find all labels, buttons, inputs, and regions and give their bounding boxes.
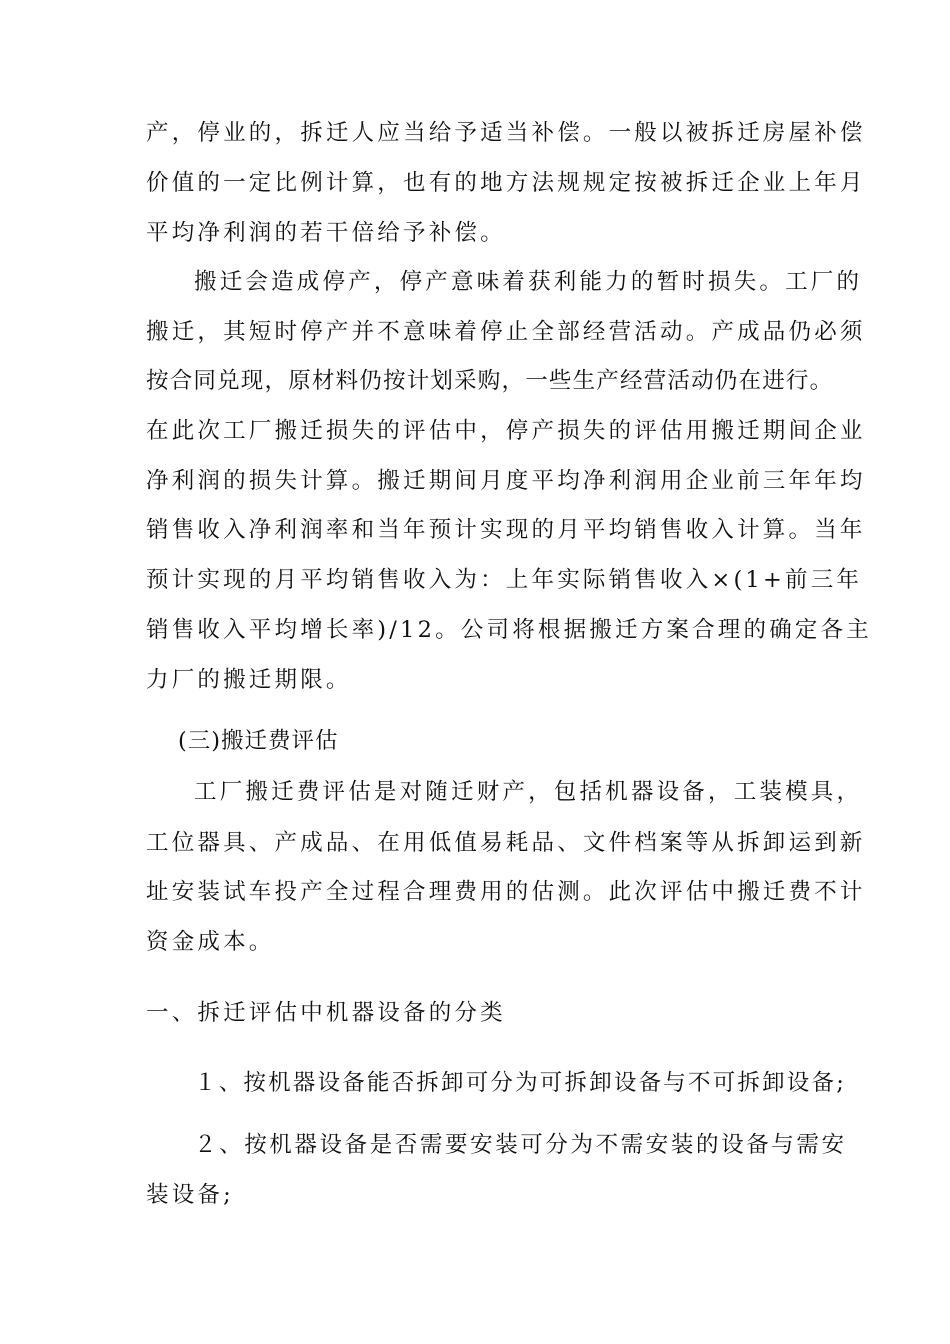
paragraph-2-line-6: 销售收入净利润率和当年预计实现的月平均销售收入计算。当年 <box>146 517 866 543</box>
paragraph-2-line-5: 净利润的损失计算。搬迁期间月度平均净利润用企业前三年年均 <box>146 468 866 494</box>
paragraph-1-line-1: 产，停业的，拆迁人应当给予适当补偿。一般以被拆迁房屋补偿 <box>146 120 866 146</box>
paragraph-3-line-4: 资金成本。 <box>146 929 275 955</box>
list-item-2-line-1: ２、按机器设备是否需要安装可分为不需安装的设备与需安 <box>194 1132 847 1158</box>
paragraph-3-line-1: 工厂搬迁费评估是对随迁财产，包括机器设备，工装模具， <box>194 779 863 805</box>
subheading-relocation-fee: (三)搬迁费评估 <box>178 728 339 754</box>
paragraph-2-line-2: 搬迁，其短时停产并不意味着停止全部经营活动。产成品仍必须 <box>146 319 866 345</box>
list-item-1: １、按机器设备能否拆卸可分为可拆卸设备与不可拆卸设备; <box>194 1070 846 1096</box>
paragraph-2-line-3: 按合同兑现，原材料仍按计划采购，一些生产经营活动仍在进行。 <box>146 368 834 394</box>
paragraph-2-line-1: 搬迁会造成停产，停产意味着获利能力的暂时损失。工厂的 <box>194 269 863 295</box>
section-heading-1: 一、拆迁评估中机器设备的分类 <box>146 1000 506 1026</box>
paragraph-3-line-2: 工位器具、产成品、在用低值易耗品、文件档案等从拆卸运到新 <box>146 830 866 856</box>
paragraph-1-line-3: 平均净利润的若干倍给予补偿。 <box>146 220 506 246</box>
paragraph-2-line-9: 力厂的搬迁期限。 <box>146 667 352 693</box>
list-item-2-line-2: 装设备; <box>146 1182 234 1208</box>
paragraph-2-line-8: 销售收入平均增长率)/12。公司将根据搬迁方案合理的确定各主 <box>146 617 872 643</box>
paragraph-1-line-2: 价值的一定比例计算，也有的地方法规规定按被拆迁企业上年月 <box>146 170 866 196</box>
paragraph-2-line-4: 在此次工厂搬迁损失的评估中，停产损失的评估用搬迁期间企业 <box>146 418 866 444</box>
paragraph-2-line-7: 预计实现的月平均销售收入为：上年实际销售收入×(1+前三年 <box>146 567 863 593</box>
paragraph-3-line-3: 址安装试车投产全过程合理费用的估测。此次评估中搬迁费不计 <box>146 879 866 905</box>
